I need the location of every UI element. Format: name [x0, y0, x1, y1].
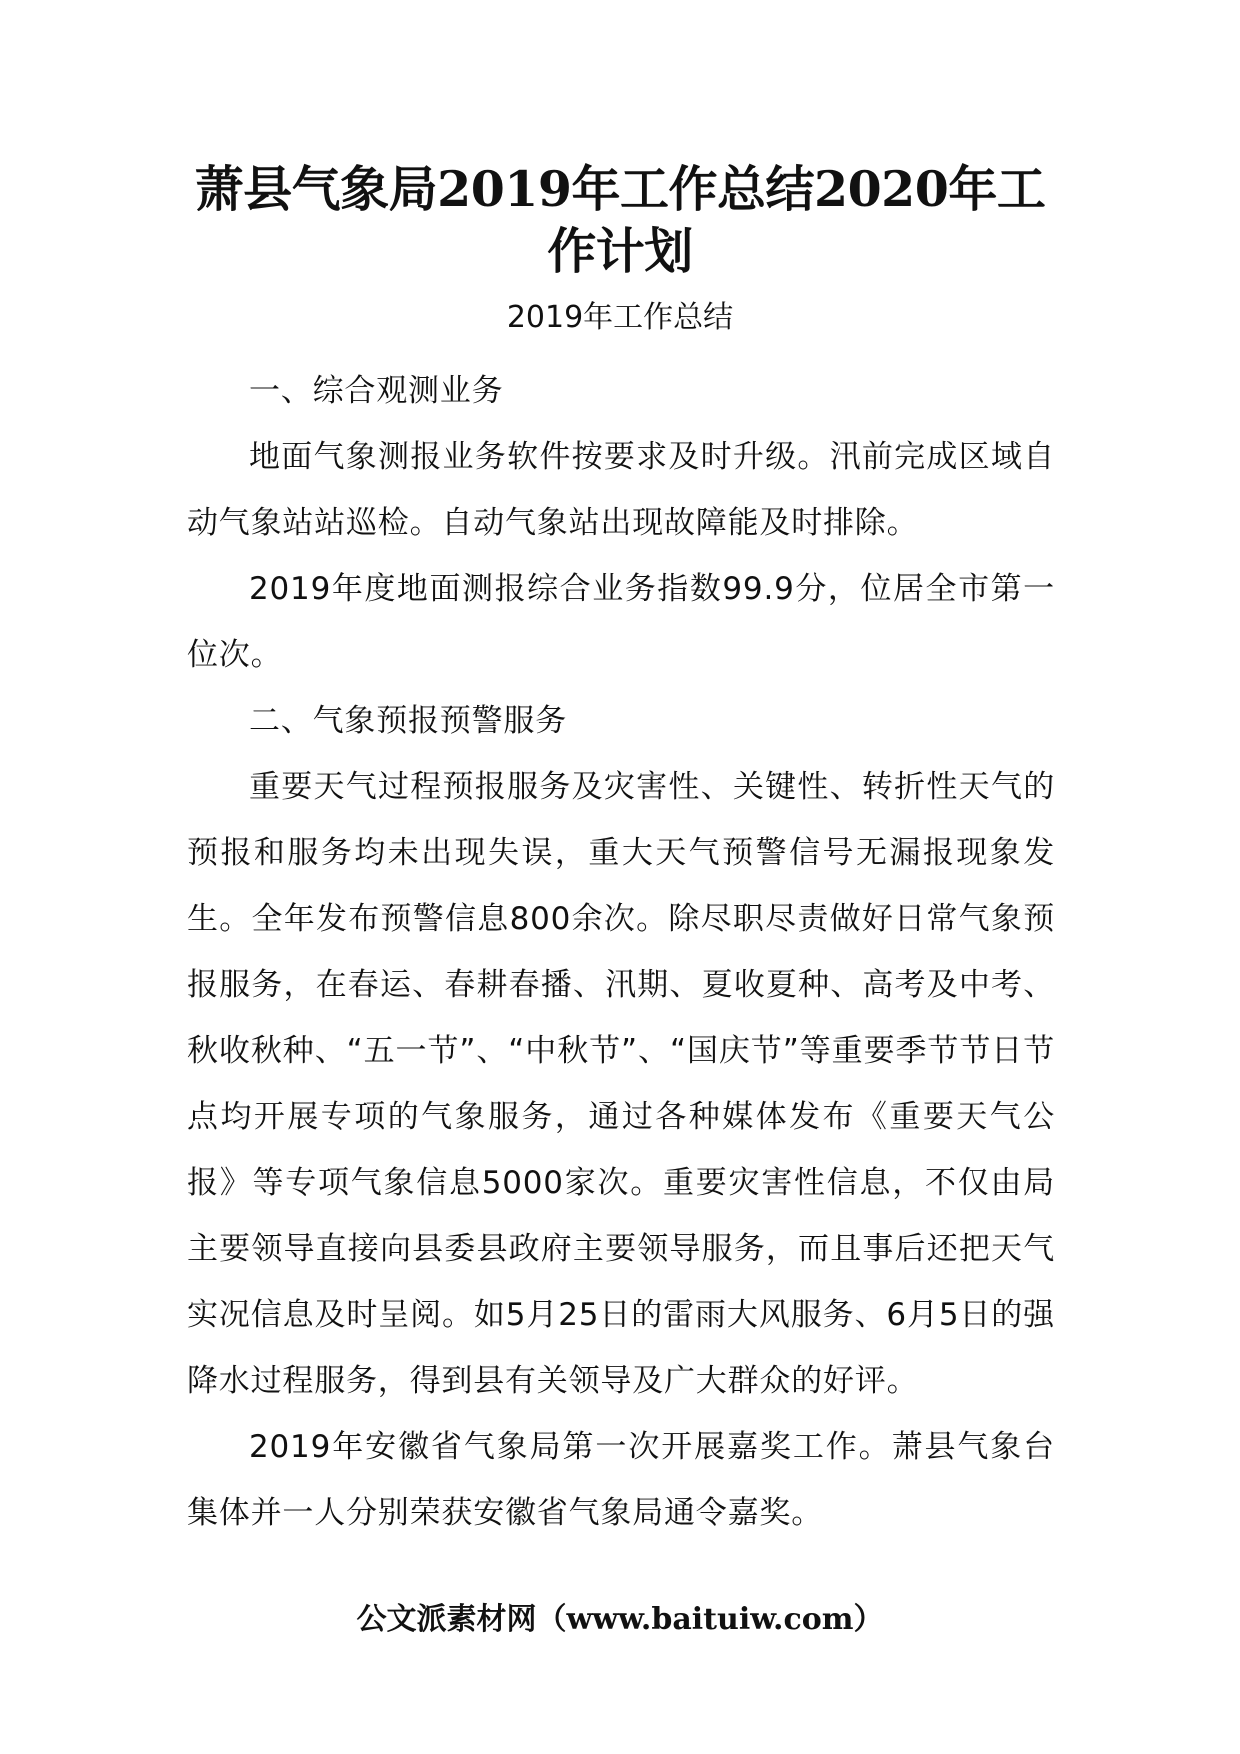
section-subtitle: 2019年工作总结 [506, 300, 734, 335]
document-title: 萧县气象局2019年工作总结2020年工作计划 [194, 160, 1046, 280]
section-heading-observation: 一、综合观测业务 [249, 373, 504, 409]
section-heading-forecast: 二、气象预报预警服务 [249, 703, 567, 739]
paragraph-observation-index: 2019年度地面测报综合业务指数99.9分，位居全市第一位次。 [187, 571, 1055, 673]
source-watermark: 公文派素材网（www.baituiw.com） [356, 1602, 884, 1637]
paragraph-observation-software: 地面气象测报业务软件按要求及时升级。汛前完成区域自动气象站站巡检。自动气象站出现故障能及时排除。 [187, 439, 1055, 541]
paragraph-forecast-service: 重要天气过程预报服务及灾害性、关键性、转折性天气的预报和服务均未出现失误，重大天气预警信号无漏报现象发生。全年发布预警信息800余次。除尽职尽责做好日常气象预报服务，在春运、春耕春播、汛期、夏收夏种、高考及中考、秋收秋种、“五一节”、“中秋节”、“国庆节”等重要季节节日节点均开展专项的气象服务，通过各种媒体发布《重要天气公报》等专项气象信息5000家次。重要灾害性信息，不仅由局主要领导直接向县委县政府主要领导服务，而且事后还把天气实况信息及时呈阅。如5月25日的雷雨大风服务、6月5日的强降水过程服务，得到县有关领导及广大群众的好评。 [187, 769, 1055, 1399]
paragraph-commendation: 2019年安徽省气象局第一次开展嘉奖工作。萧县气象台集体并一人分别荣获安徽省气象局通令嘉奖。 [187, 1429, 1055, 1531]
document-body [187, 358, 1055, 1546]
